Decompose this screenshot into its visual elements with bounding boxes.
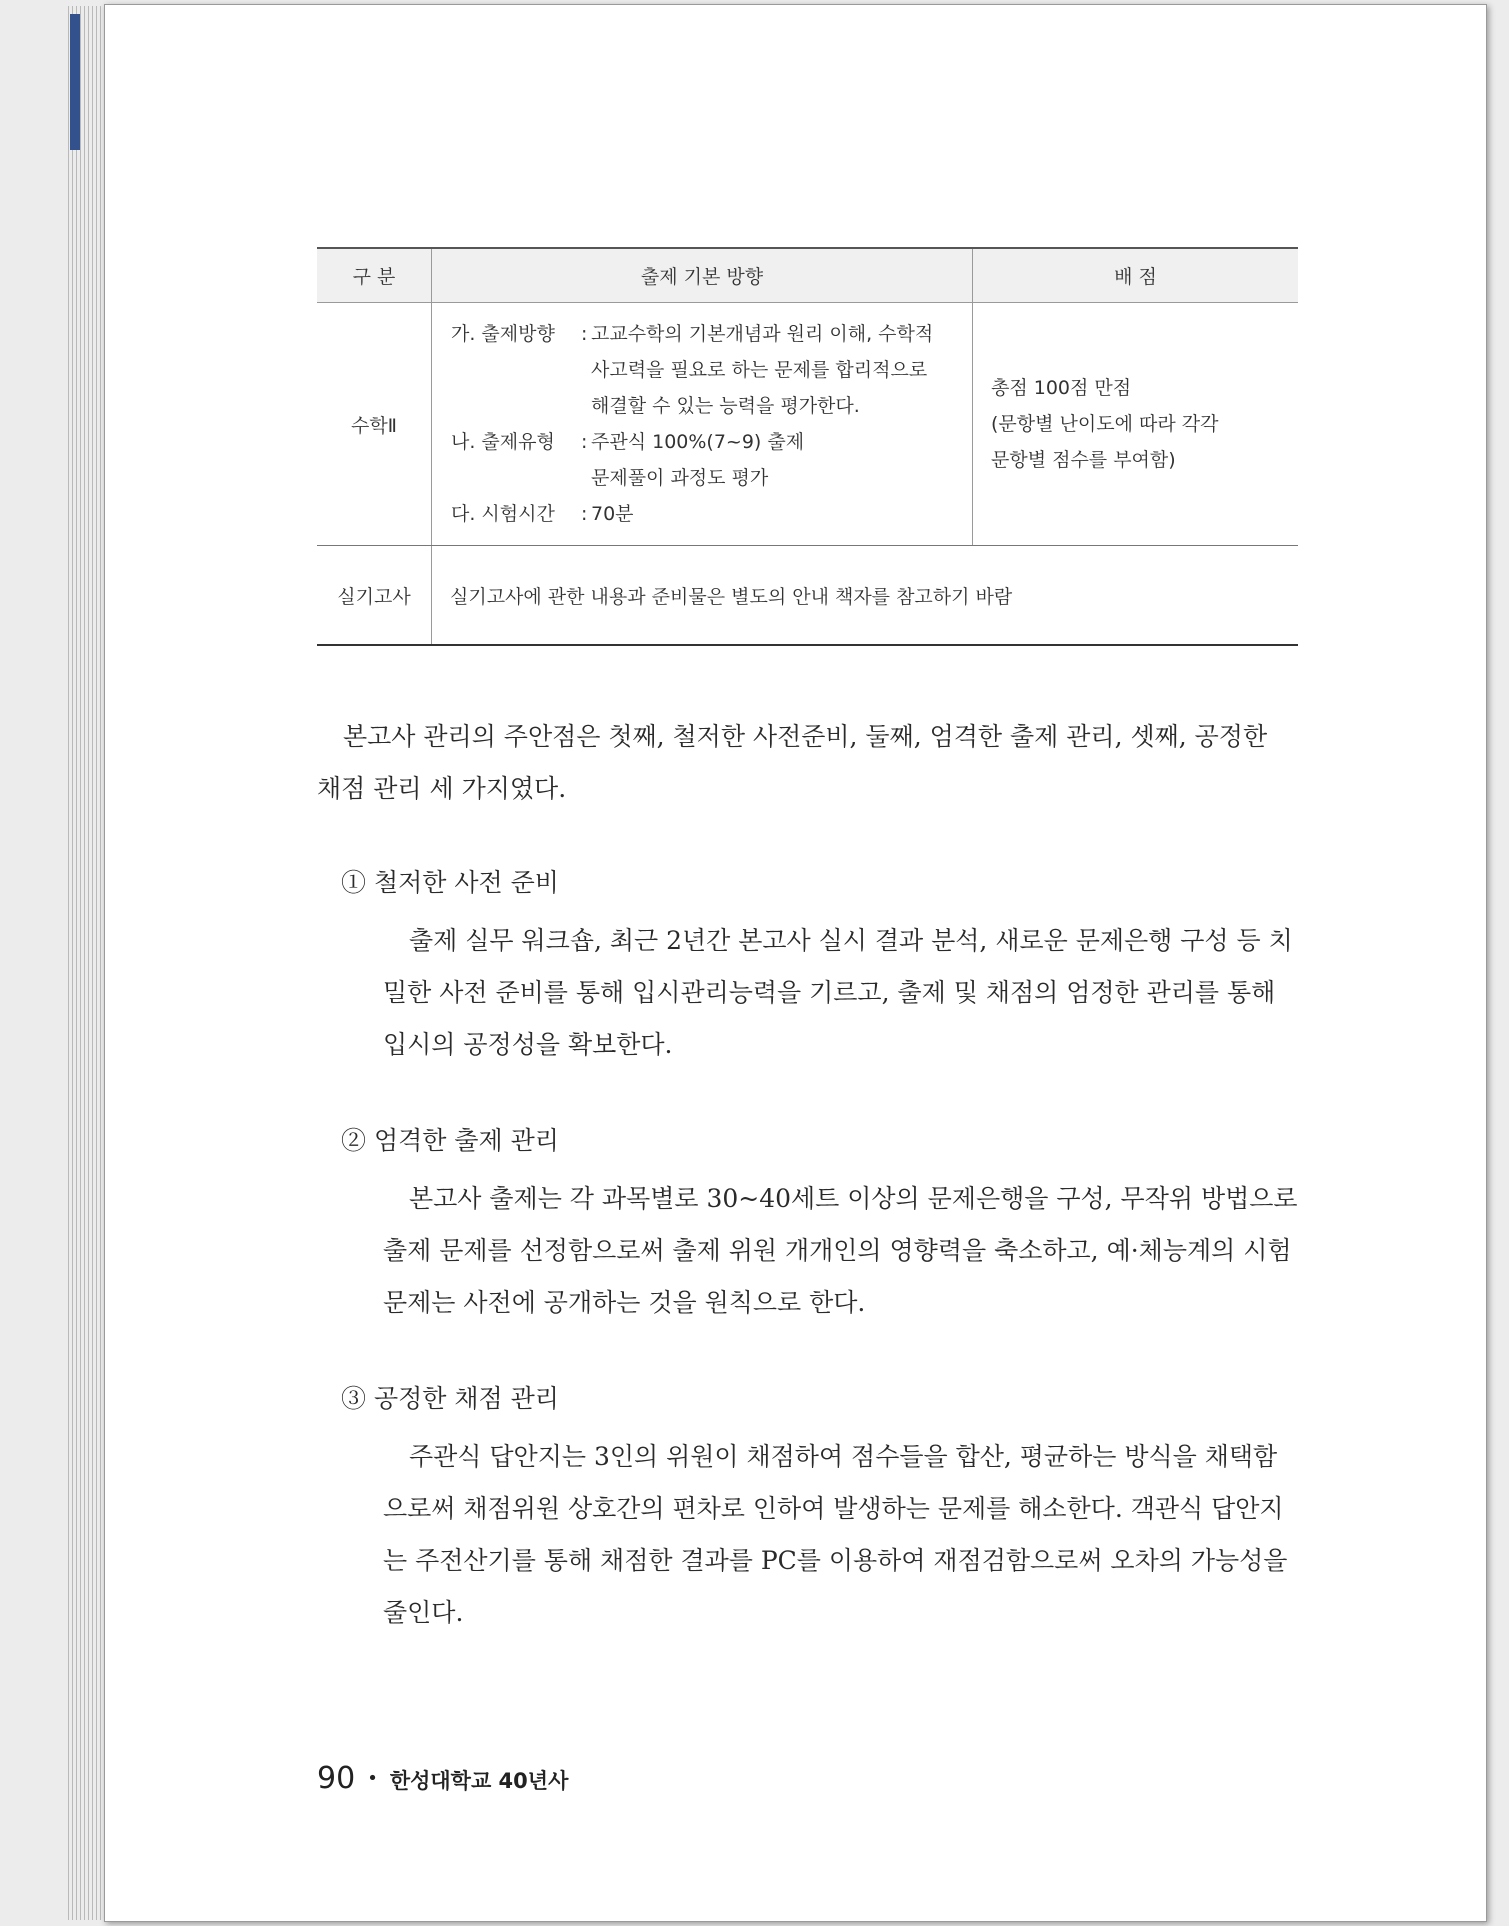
section-heading-1: ① 철저한 사전 준비 [341, 868, 559, 897]
math-direction: 가. 출제방향 : 고교수학의 기본개념과 원리 이해, 수학적 사고력을 필요로 하는 문제를 합리적으로 해결할 수 있는 능력을 평가한다. 나. 출제유형 : 주관식 100%(7~9) 출제 문제풀이 과정도 평가 다. 시험시간 : 70분 [432, 303, 973, 546]
table-row-practical [317, 546, 1298, 646]
footer-bullet: • [367, 1768, 378, 1789]
score-line-1: 총점 100점 만점 [991, 377, 1132, 399]
ga-line-2: 사고력을 필요로 하는 문제를 합리적으로 [591, 359, 928, 381]
practical-text: 실기고사에 관한 내용과 준비물은 별도의 안내 책자를 참고하기 바람 [432, 546, 1299, 646]
na-line-2: 문제풀이 과정도 평가 [591, 467, 769, 489]
na-label: 나. 출제유형 [451, 431, 555, 453]
ga-label: 가. 출제방향 [451, 323, 555, 345]
score-line-2: (문항별 난이도에 따라 각각 [991, 413, 1219, 435]
section-heading-3: ③ 공정한 채점 관리 [341, 1384, 559, 1413]
da-label: 다. 시험시간 [451, 503, 555, 525]
score-line-3: 문항별 점수를 부여함) [991, 449, 1176, 471]
section-body-1: 출제 실무 워크숍, 최근 2년간 본고사 실시 결과 분석, 새로운 문제은행 구성 등 치밀한 사전 준비를 통해 입시관리능력을 기르고, 출제 및 채점의 엄정한 관리를 통해 입시의 공정성을 확보한다. [383, 926, 1293, 1059]
book-title: 한성대학교 40년사 [389, 1769, 569, 1793]
na-line-1: 주관식 100%(7~9) 출제 [591, 431, 805, 453]
header-direction: 출제 기본 방향 [432, 248, 973, 303]
book-spine-marker [70, 14, 80, 150]
page-footer [317, 1761, 568, 1796]
page-stack-edges [68, 6, 108, 1920]
practical-subject: 실기고사 [317, 546, 432, 646]
section-body-2: 본고사 출제는 각 과목별로 30~40세트 이상의 문제은행을 구성, 무작위 방법으로 출제 문제를 선정함으로써 출제 위원 개개인의 영향력을 축소하고, 예·체능계의 시험 문제는 사전에 공개하는 것을 원칙으로 한다. [383, 1184, 1298, 1317]
header-category: 구 분 [317, 248, 432, 303]
math-score [973, 303, 1299, 546]
da-line-1: 70분 [591, 503, 634, 525]
section-heading-2: ② 엄격한 출제 관리 [341, 1126, 559, 1155]
table-header-row [317, 248, 1298, 303]
ga-line-1: 고교수학의 기본개념과 원리 이해, 수학적 [591, 323, 934, 345]
header-score: 배 점 [973, 248, 1299, 303]
table-row-math [317, 303, 1298, 546]
document-page [104, 4, 1487, 1922]
page-number: 90 [317, 1761, 356, 1796]
section-body-3: 주관식 답안지는 3인의 위원이 채점하여 점수들을 합산, 평균하는 방식을 채택함으로써 채점위원 상호간의 편차로 인하여 발생하는 문제를 해소한다. 객관식 답안지는 주전산기를 통해 채점한 결과를 PC를 이용하여 재점검함으로써 오차의 가능성을 줄인다. [383, 1442, 1288, 1627]
intro-paragraph: 본고사 관리의 주안점은 첫째, 철저한 사전준비, 둘째, 엄격한 출제 관리, 셋째, 공정한 채점 관리 세 가지였다. [317, 722, 1268, 803]
exam-table [317, 247, 1298, 646]
ga-line-3: 해결할 수 있는 능력을 평가한다. [591, 395, 860, 417]
math-subject: 수학Ⅱ [317, 303, 432, 546]
